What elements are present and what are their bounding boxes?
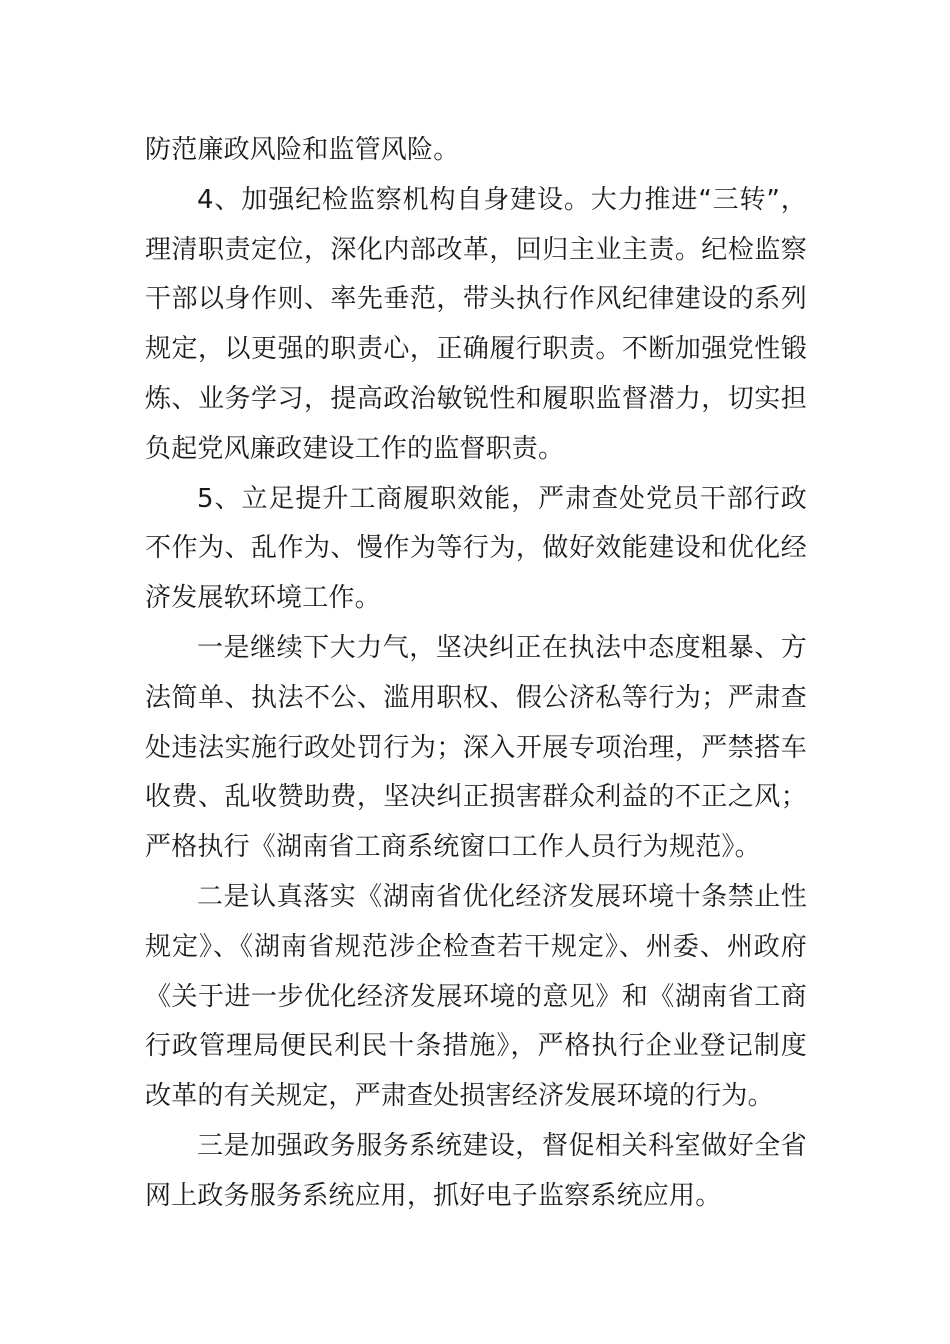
paragraph-point-1: 一是继续下大力气，坚决纠正在执法中态度粗暴、方法简单、执法不公、滥用职权、假公济私等行为；严肃查处违法实施行政处罚行为；深入开展专项治理，严禁搭车收费、乱收赞助费，坚决纠正损害群众利益的不正之风；严格执行《湖南省工商系统窗口工作人员行为规范》。: [145, 632, 807, 863]
paragraph-point-3: 三是加强政务服务系统建设，督促相关科室做好全省网上政务服务系统应用，抓好电子监察系统应用。: [145, 1130, 807, 1211]
paragraph-continuation: 防范廉政风险和监管风险。: [145, 135, 460, 165]
document-body: [145, 126, 807, 1222]
paragraph-item-5: 5、立足提升工商履职效能，严肃查处党员干部行政不作为、乱作为、慢作为等行为，做好效能建设和优化经济发展软环境工作。: [145, 483, 807, 614]
paragraph-point-2: 二是认真落实《湖南省优化经济发展环境十条禁止性规定》、《湖南省规范涉企检查若干规定》、州委、州政府《关于进一步优化经济发展环境的意见》和《湖南省工商行政管理局便民利民十条措施》，严格执行企业登记制度改革的有关规定，严肃查处损害经济发展环境的行为。: [145, 881, 807, 1112]
paragraph-item-4: 4、加强纪检监察机构自身建设。大力推进“三转”，理清职责定位，深化内部改革，回归主业主责。纪检监察干部以身作则、率先垂范，带头执行作风纪律建设的系列规定，以更强的职责心，正确履行职责。不断加强党性锻炼、业务学习，提高政治敏锐性和履职监督潜力，切实担负起党风廉政建设工作的监督职责。: [145, 184, 807, 464]
